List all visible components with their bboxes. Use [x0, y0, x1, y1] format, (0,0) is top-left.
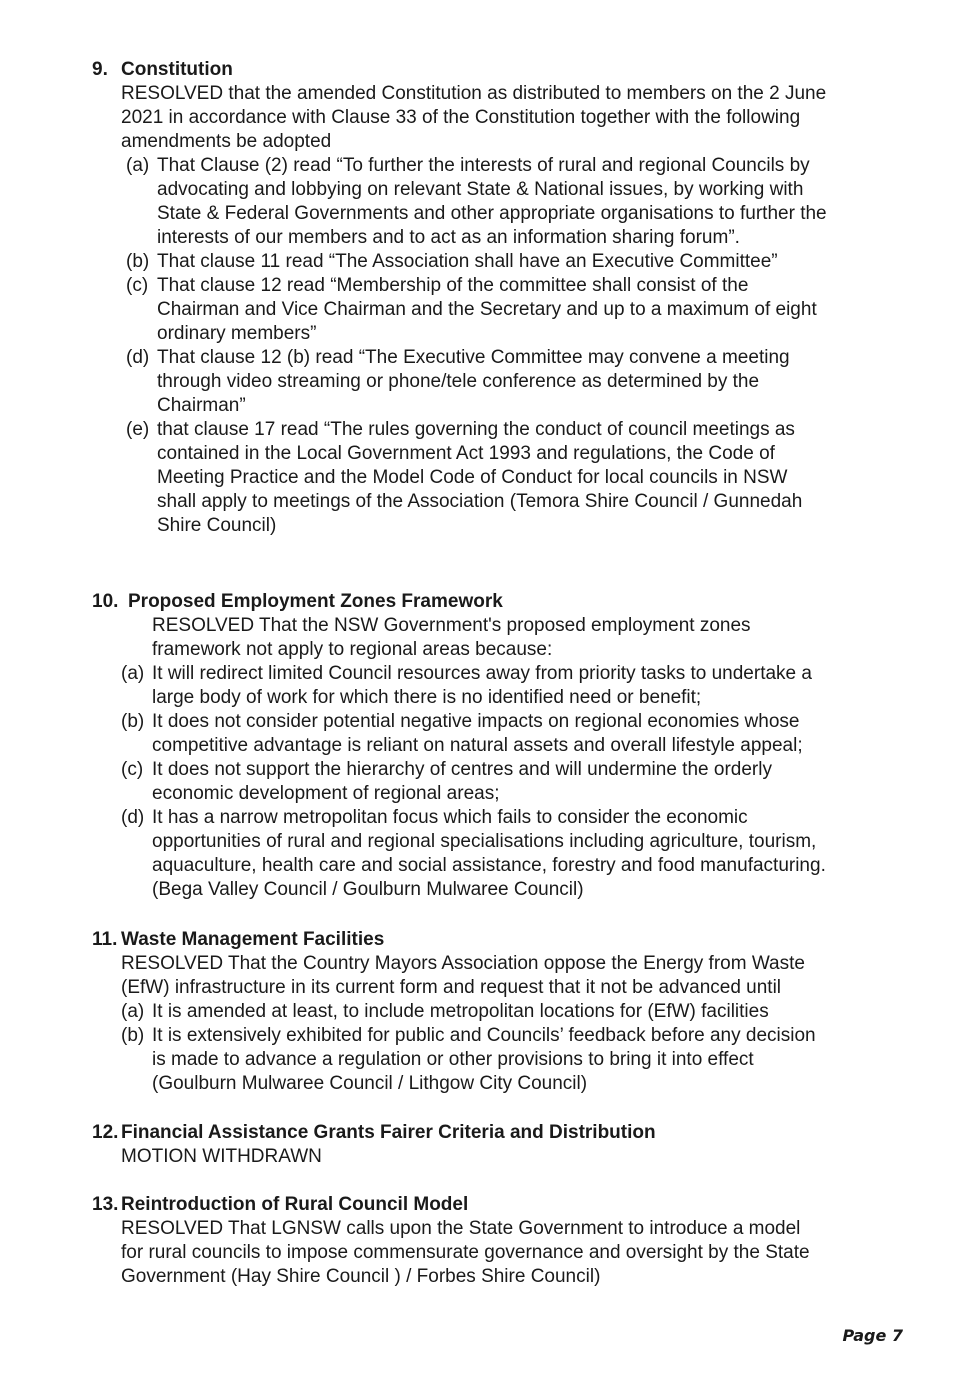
subitem-label: (a): [121, 1001, 145, 1022]
subitem-text: (Bega Valley Council / Goulburn Mulwaree Council): [152, 879, 584, 900]
item-title: Financial Assistance Grants Fairer Criteria and Distribution: [121, 1122, 656, 1143]
subitem-text: That clause 12 read “Membership of the committee shall consist of the: [157, 275, 749, 296]
subitem-text: through video streaming or phone/tele conference as determined by the: [157, 371, 760, 392]
item-number: 10.: [92, 591, 119, 612]
subitem-text: Chairman and Vice Chairman and the Secretary and up to a maximum of eight: [157, 299, 817, 320]
resolution-text: 2021 in accordance with Clause 33 of the Constitution together with the following: [121, 107, 801, 128]
subitem-text: It has a narrow metropolitan focus which fails to consider the economic: [152, 807, 748, 828]
resolution-text: RESOLVED That LGNSW calls upon the State Government to introduce a model: [121, 1218, 801, 1239]
subitem-text: State & Federal Governments and other appropriate organisations to further the: [157, 203, 827, 224]
subitem-text: competitive advantage is reliant on natural assets and overall lifestyle appeal;: [152, 735, 803, 756]
subitem-text: It does not consider potential negative impacts on regional economies whose: [152, 711, 800, 732]
subitem-label: (e): [126, 419, 150, 440]
subitem-text: economic development of regional areas;: [152, 783, 500, 804]
subitem-text: Shire Council): [157, 515, 277, 536]
subitem-label: (d): [121, 807, 145, 828]
resolution-text: RESOLVED That the Country Mayors Association oppose the Energy from Waste: [121, 953, 805, 974]
item-title: Reintroduction of Rural Council Model: [121, 1194, 469, 1215]
item-title: Waste Management Facilities: [121, 929, 385, 950]
subitem-text: (Goulburn Mulwaree Council / Lithgow City Council): [152, 1073, 588, 1094]
resolution-text: RESOLVED that the amended Constitution as distributed to members on the 2 June: [121, 83, 827, 104]
item-number: 9.: [92, 59, 108, 80]
item-number: 12.: [92, 1122, 119, 1143]
subitem-text: is made to advance a regulation or other provisions to bring it into effect: [152, 1049, 754, 1070]
item-title: Proposed Employment Zones Framework: [128, 591, 503, 612]
subitem-text: interests of our members and to act as an information sharing forum”.: [157, 227, 740, 248]
subitem-label: (b): [126, 251, 150, 272]
resolution-text: Government (Hay Shire Council ) / Forbes Shire Council): [121, 1266, 601, 1287]
resolution-text: (EfW) infrastructure in its current form and request that it not be advanced until: [121, 977, 782, 998]
resolution-text: for rural councils to impose commensurate governance and oversight by the State: [121, 1242, 810, 1263]
subitem-text: large body of work for which there is no identified need or benefit;: [152, 687, 702, 708]
resolution-text: RESOLVED That the NSW Government's proposed employment zones: [152, 615, 751, 636]
page-number: Page 7: [842, 1326, 903, 1345]
subitem-label: (a): [126, 155, 150, 176]
subitem-text: It will redirect limited Council resources away from priority tasks to undertake a: [152, 663, 812, 684]
item-number: 11.: [92, 929, 118, 950]
subitem-text: ordinary members”: [157, 323, 317, 344]
subitem-text: contained in the Local Government Act 1993 and regulations, the Code of: [157, 443, 775, 464]
subitem-text: It does not support the hierarchy of centres and will undermine the orderly: [152, 759, 772, 780]
subitem-text: advocating and lobbying on relevant State & National issues, by working with: [157, 179, 804, 200]
subitem-text: That clause 11 read “The Association shall have an Executive Committee”: [157, 251, 778, 272]
subitem-label: (c): [121, 759, 144, 780]
subitem-text: That clause 12 (b) read “The Executive Committee may convene a meeting: [157, 347, 790, 368]
subitem-label: (b): [121, 1025, 145, 1046]
subitem-label: (a): [121, 663, 145, 684]
subitem-text: It is extensively exhibited for public and Councils’ feedback before any decision: [152, 1025, 816, 1046]
resolution-text: MOTION WITHDRAWN: [121, 1146, 322, 1167]
subitem-text: Meeting Practice and the Model Code of Conduct for local councils in NSW: [157, 467, 788, 488]
resolution-text: amendments be adopted: [121, 131, 332, 152]
subitem-label: (d): [126, 347, 150, 368]
item-number: 13.: [92, 1194, 119, 1215]
subitem-text: aquaculture, health care and social assistance, forestry and food manufacturing.: [152, 855, 826, 876]
item-title: Constitution: [121, 59, 233, 80]
subitem-label: (c): [126, 275, 149, 296]
subitem-text: That Clause (2) read “To further the interests of rural and regional Councils by: [157, 155, 810, 176]
subitem-text: Chairman”: [157, 395, 246, 416]
subitem-text: opportunities of rural and regional specialisations including agriculture, tourism,: [152, 831, 817, 852]
subitem-text: It is amended at least, to include metropolitan locations for (EfW) facilities: [152, 1001, 769, 1022]
subitem-text: that clause 17 read “The rules governing the conduct of council meetings as: [157, 419, 795, 440]
resolution-text: framework not apply to regional areas because:: [152, 639, 553, 660]
subitem-label: (b): [121, 711, 145, 732]
subitem-text: shall apply to meetings of the Association (Temora Shire Council / Gunnedah: [157, 491, 803, 512]
